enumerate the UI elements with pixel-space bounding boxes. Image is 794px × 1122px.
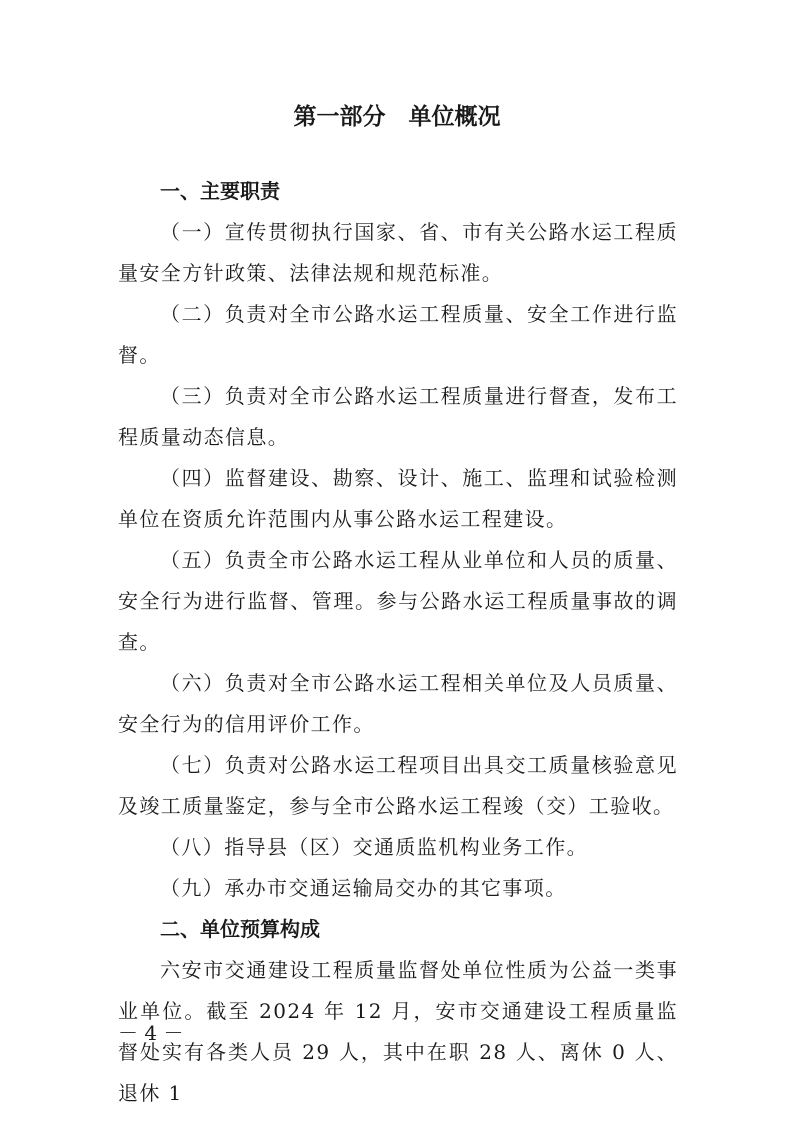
document-body bbox=[118, 171, 678, 1114]
duty-item-4: （四）监督建设、勘察、设计、施工、监理和试验检测单位在资质允许范围内从事公路水运工程建设。 bbox=[118, 466, 678, 531]
duty-item-8: （八）指导县（区）交通质监机构业务工作。 bbox=[160, 835, 588, 859]
duty-item-3: （三）负责对全市公路水运工程质量进行督查，发布工程质量动态信息。 bbox=[118, 384, 678, 449]
duty-item-6: （六）负责对全市公路水运工程相关单位及人员质量、安全行为的信用评价工作。 bbox=[118, 671, 678, 736]
budget-composition-paragraph: 六安市交通建设工程质量监督处单位性质为公益一类事业单位。截至 2024 年 12 月，安市交通建设工程质量监督处实有各类人员 29 人，其中在职 28 人、离休 0 人、退休 1 bbox=[118, 958, 678, 1105]
page-number: － 4 － bbox=[118, 1021, 184, 1045]
duty-item-9: （九）承办市交通运输局交办的其它事项。 bbox=[160, 876, 567, 900]
section-heading-main-duties: 一、主要职责 bbox=[160, 179, 280, 203]
duty-item-5: （五）负责全市公路水运工程从业单位和人员的质量、安全行为进行监督、管理。参与公路水运工程质量事故的调查。 bbox=[118, 548, 678, 654]
section-heading-budget-composition: 二、单位预算构成 bbox=[160, 917, 320, 941]
page-title: 第一部分 单位概况 bbox=[293, 104, 501, 130]
duty-item-2: （二）负责对全市公路水运工程质量、安全工作进行监督。 bbox=[118, 302, 678, 367]
duty-item-1: （一）宣传贯彻执行国家、省、市有关公路水运工程质量安全方针政策、法律法规和规范标准。 bbox=[118, 220, 678, 285]
duty-item-7: （七）负责对公路水运工程项目出具交工质量核验意见及竣工质量鉴定，参与全市公路水运工程竣（交）工验收。 bbox=[118, 753, 678, 818]
